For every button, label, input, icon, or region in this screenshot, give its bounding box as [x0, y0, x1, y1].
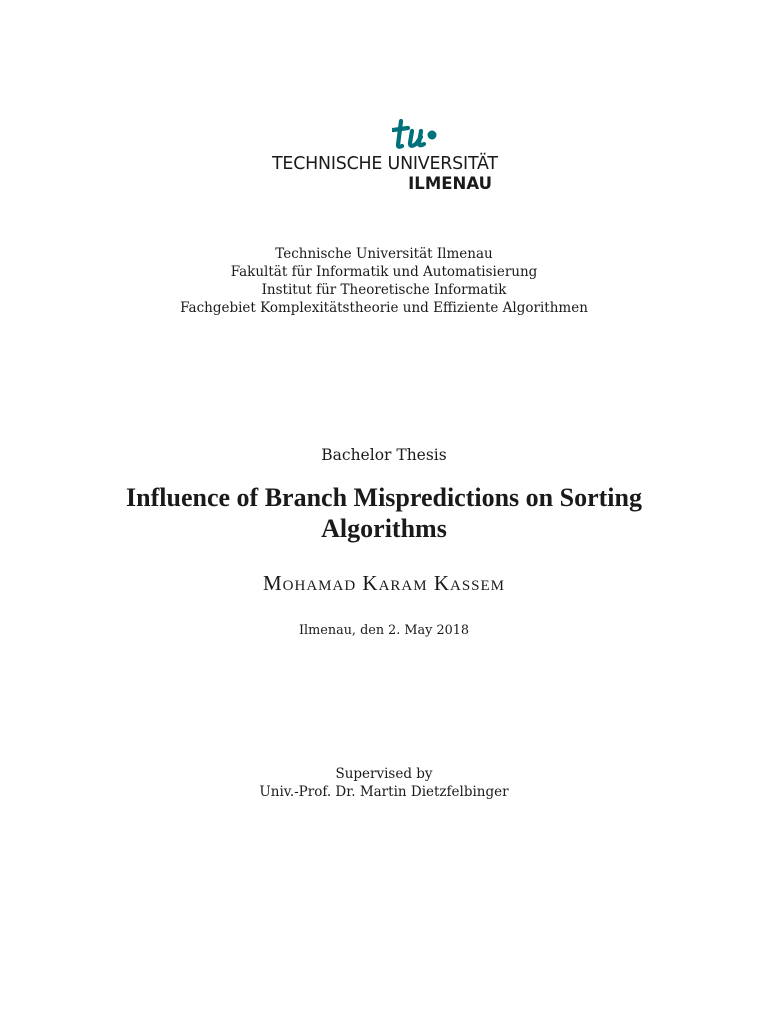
- university-logo: [268, 118, 500, 200]
- department-name: Fachgebiet Komplexitätstheorie und Effiziente Algorithmen: [180, 300, 588, 316]
- author-name: Mohamad Karam Kassem: [262, 571, 506, 595]
- institute-name: Institut für Theoretische Informatik: [261, 282, 507, 298]
- university-name: Technische Universität Ilmenau: [275, 246, 493, 262]
- thesis-title: Influence of Branch Mispredictions on Sorting Algorithms: [126, 483, 642, 543]
- submission-date: Ilmenau, den 2. May 2018: [298, 623, 470, 638]
- supervisor-name: Univ.-Prof. Dr. Martin Dietzfelbinger: [259, 784, 509, 800]
- tu-logo-icon: [392, 118, 442, 150]
- supervision-block: [0, 765, 768, 801]
- logo-text-line2: ILMENAU: [408, 174, 492, 193]
- logo-text-line1: TECHNISCHE UNIVERSITÄT: [272, 154, 498, 174]
- faculty-name: Fakultät für Informatik und Automatisierung: [230, 264, 538, 280]
- supervised-by-label: Supervised by: [335, 766, 433, 782]
- thesis-type: Bachelor Thesis: [321, 446, 447, 464]
- institution-block: [0, 245, 768, 317]
